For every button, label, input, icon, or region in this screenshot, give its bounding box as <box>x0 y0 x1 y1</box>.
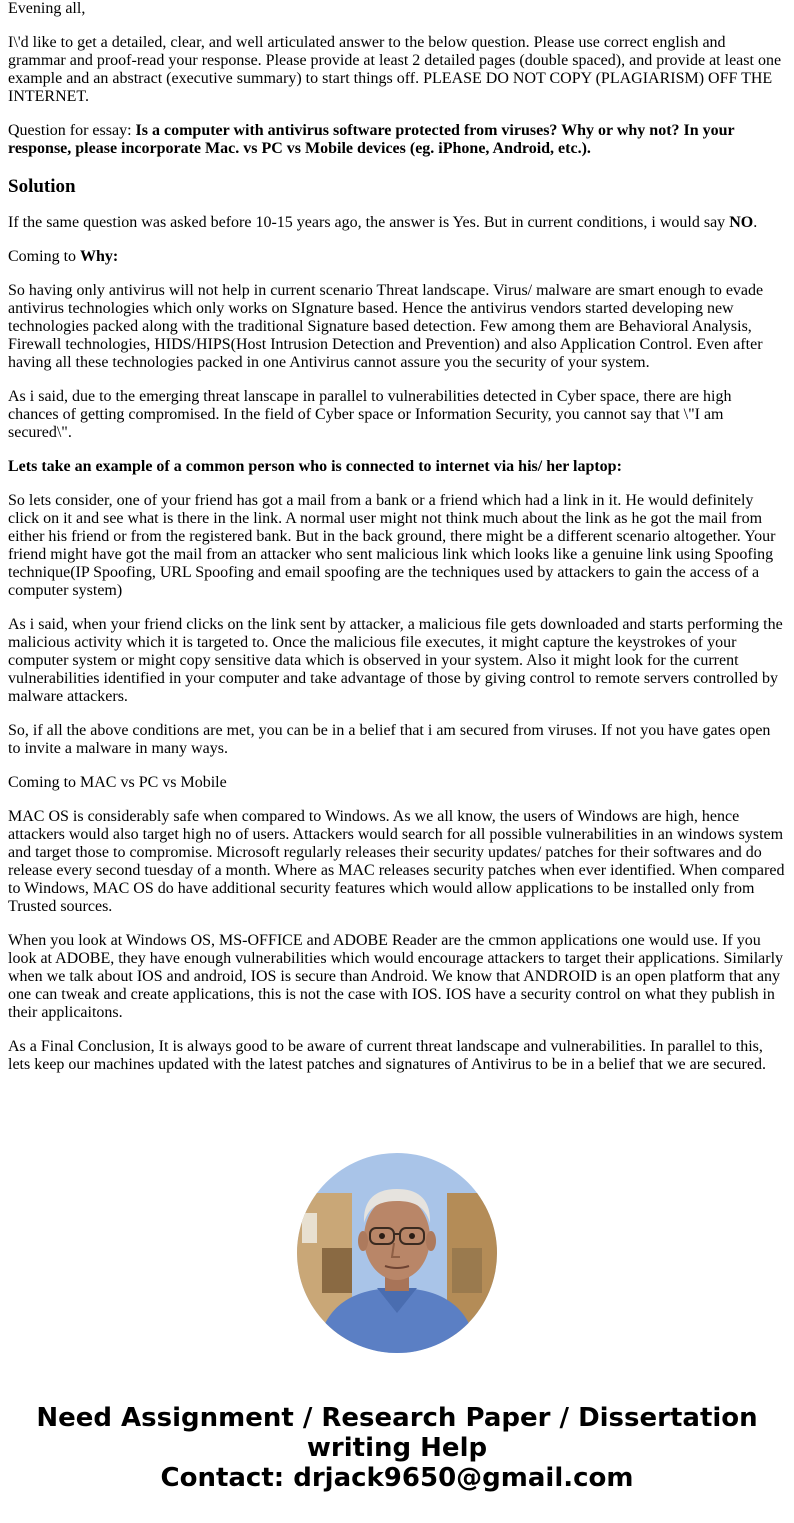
author-portrait-image <box>297 1153 497 1353</box>
body-paragraph: MAC OS is considerably safe when compared to Windows. As we all know, the users of Windows are high, hence attackers would also target high no of users. Attackers would search for all possible vulnerabilities in an windows system and target those to compromise. Microsoft regularly releases their security updates/ patches for their softwares and do release every second tuesday of a month. Where as MAC releases security patches when ever identified. When compared to Windows, MAC OS do have additional security features which would allow applications to be installed only from Trusted sources. <box>8 808 785 915</box>
body-paragraph: So having only antivirus will not help in current scenario Threat landscape. Virus/ malware are smart enough to evade antivirus technologies which only works on SIgnature based. Hence the antivirus vendors started developing new technologies packed along with the traditional Signature based detection. Few among them are Behavioral Analysis, Firewall technologies, HIDS/HIPS(Host Intrusion Detection and Prevention) and also Application Control. Even after having all these technologies packed in one Antivirus cannot assure you the security of your system. <box>8 282 764 371</box>
banner-line-2: writing Help <box>306 1433 488 1463</box>
request-paragraph: I\'d like to get a detailed, clear, and well articulated answer to the below question. Please use correct english and grammar and proof-read your response. Please provide at least 2 detailed pages (double spaced), and provide at least one example and an abstract (executive summary) to start things off. PLEASE DO NOT COPY (PLAGIARISM) OFF THE INTERNET. <box>8 34 782 105</box>
answer-verdict: NO <box>729 214 754 231</box>
greeting-text: Evening all, <box>8 0 86 17</box>
answer-intro: If the same question was asked before 10-15 years ago, the answer is Yes. But in current conditions, i would say <box>8 214 730 231</box>
banner-line-1: Need Assignment / Research Paper / Dissertation <box>36 1403 758 1433</box>
body-paragraph: Coming to MAC vs PC vs Mobile <box>8 774 227 791</box>
why-label: Why: <box>80 248 119 265</box>
question-prefix: Question for essay: <box>8 122 136 139</box>
author-photo <box>297 1153 497 1353</box>
answer-paragraph <box>8 214 786 232</box>
solution-heading: Solution <box>8 176 76 197</box>
conclusion-paragraph: As a Final Conclusion, It is always good to be aware of current threat landscape and vulnerabilities. In parallel to this, lets keep our machines updated with the latest patches and signatures of Antivirus to be in a belief that we are secured. <box>8 1038 766 1073</box>
question-text: Is a computer with antivirus software protected from viruses? Why or why not? In your response, please incorporate Mac. vs PC vs Mobile devices (eg. iPhone, Android, etc.). <box>8 122 735 157</box>
banner-contact-line: Contact: drjack9650@gmail.com <box>160 1463 634 1493</box>
body-paragraph: When you look at Windows OS, MS-OFFICE and ADOBE Reader are the cmmon applications one would use. If you look at ADOBE, they have enough vulnerabilities which would encourage attackers to target their applications. Similarly when we talk about IOS and android, IOS is secure than Android. We know that ANDROID is an open platform that any one can tweak and create applications, this is not the case with IOS. IOS have a security control on what they publish in their applicaitons. <box>8 932 784 1021</box>
why-prefix: Coming to <box>8 248 81 265</box>
body-paragraph: As i said, due to the emerging threat lanscape in parallel to vulnerabilities detected in Cyber space, there are high chances of getting compromised. In the field of Cyber space or Information Security, you cannot say that \"I am secured\". <box>8 388 732 441</box>
example-heading <box>8 458 786 476</box>
body-paragraph: So, if all the above conditions are met, you can be in a belief that i am secured from viruses. If not you have gates open to invite a malware in many ways. <box>8 722 771 757</box>
contact-banner <box>0 1403 794 1493</box>
why-paragraph <box>8 248 786 266</box>
body-paragraph: As i said, when your friend clicks on the link sent by attacker, a malicious file gets downloaded and starts performing the malicious activity which it is targeted to. Once the malicious file executes, it might capture the keystrokes of your computer system or might copy sensitive data which is observed in your system. Also it might look for the current vulnerabilities identified in your computer and take advantage of those by giving control to remote servers controlled by malware attackers. <box>8 616 783 705</box>
essay-question <box>8 122 786 158</box>
body-paragraph: So lets consider, one of your friend has got a mail from a bank or a friend which had a link in it. He would definitely click on it and see what is there in the link. A normal user might not think much about the link as he got the mail from either his friend or from the registered bank. But in the back ground, there might be a different scenario altogether. Your friend might have got the mail from an attacker who sent malicious link which looks like a genuine link using Spoofing technique(IP Spoofing, URL Spoofing and email spoofing are the techniques used by attackers to gain the access of a computer system) <box>8 492 776 599</box>
example-heading-text: Lets take an example of a common person who is connected to internet via his/ her laptop: <box>8 458 622 475</box>
answer-end: . <box>753 214 758 231</box>
